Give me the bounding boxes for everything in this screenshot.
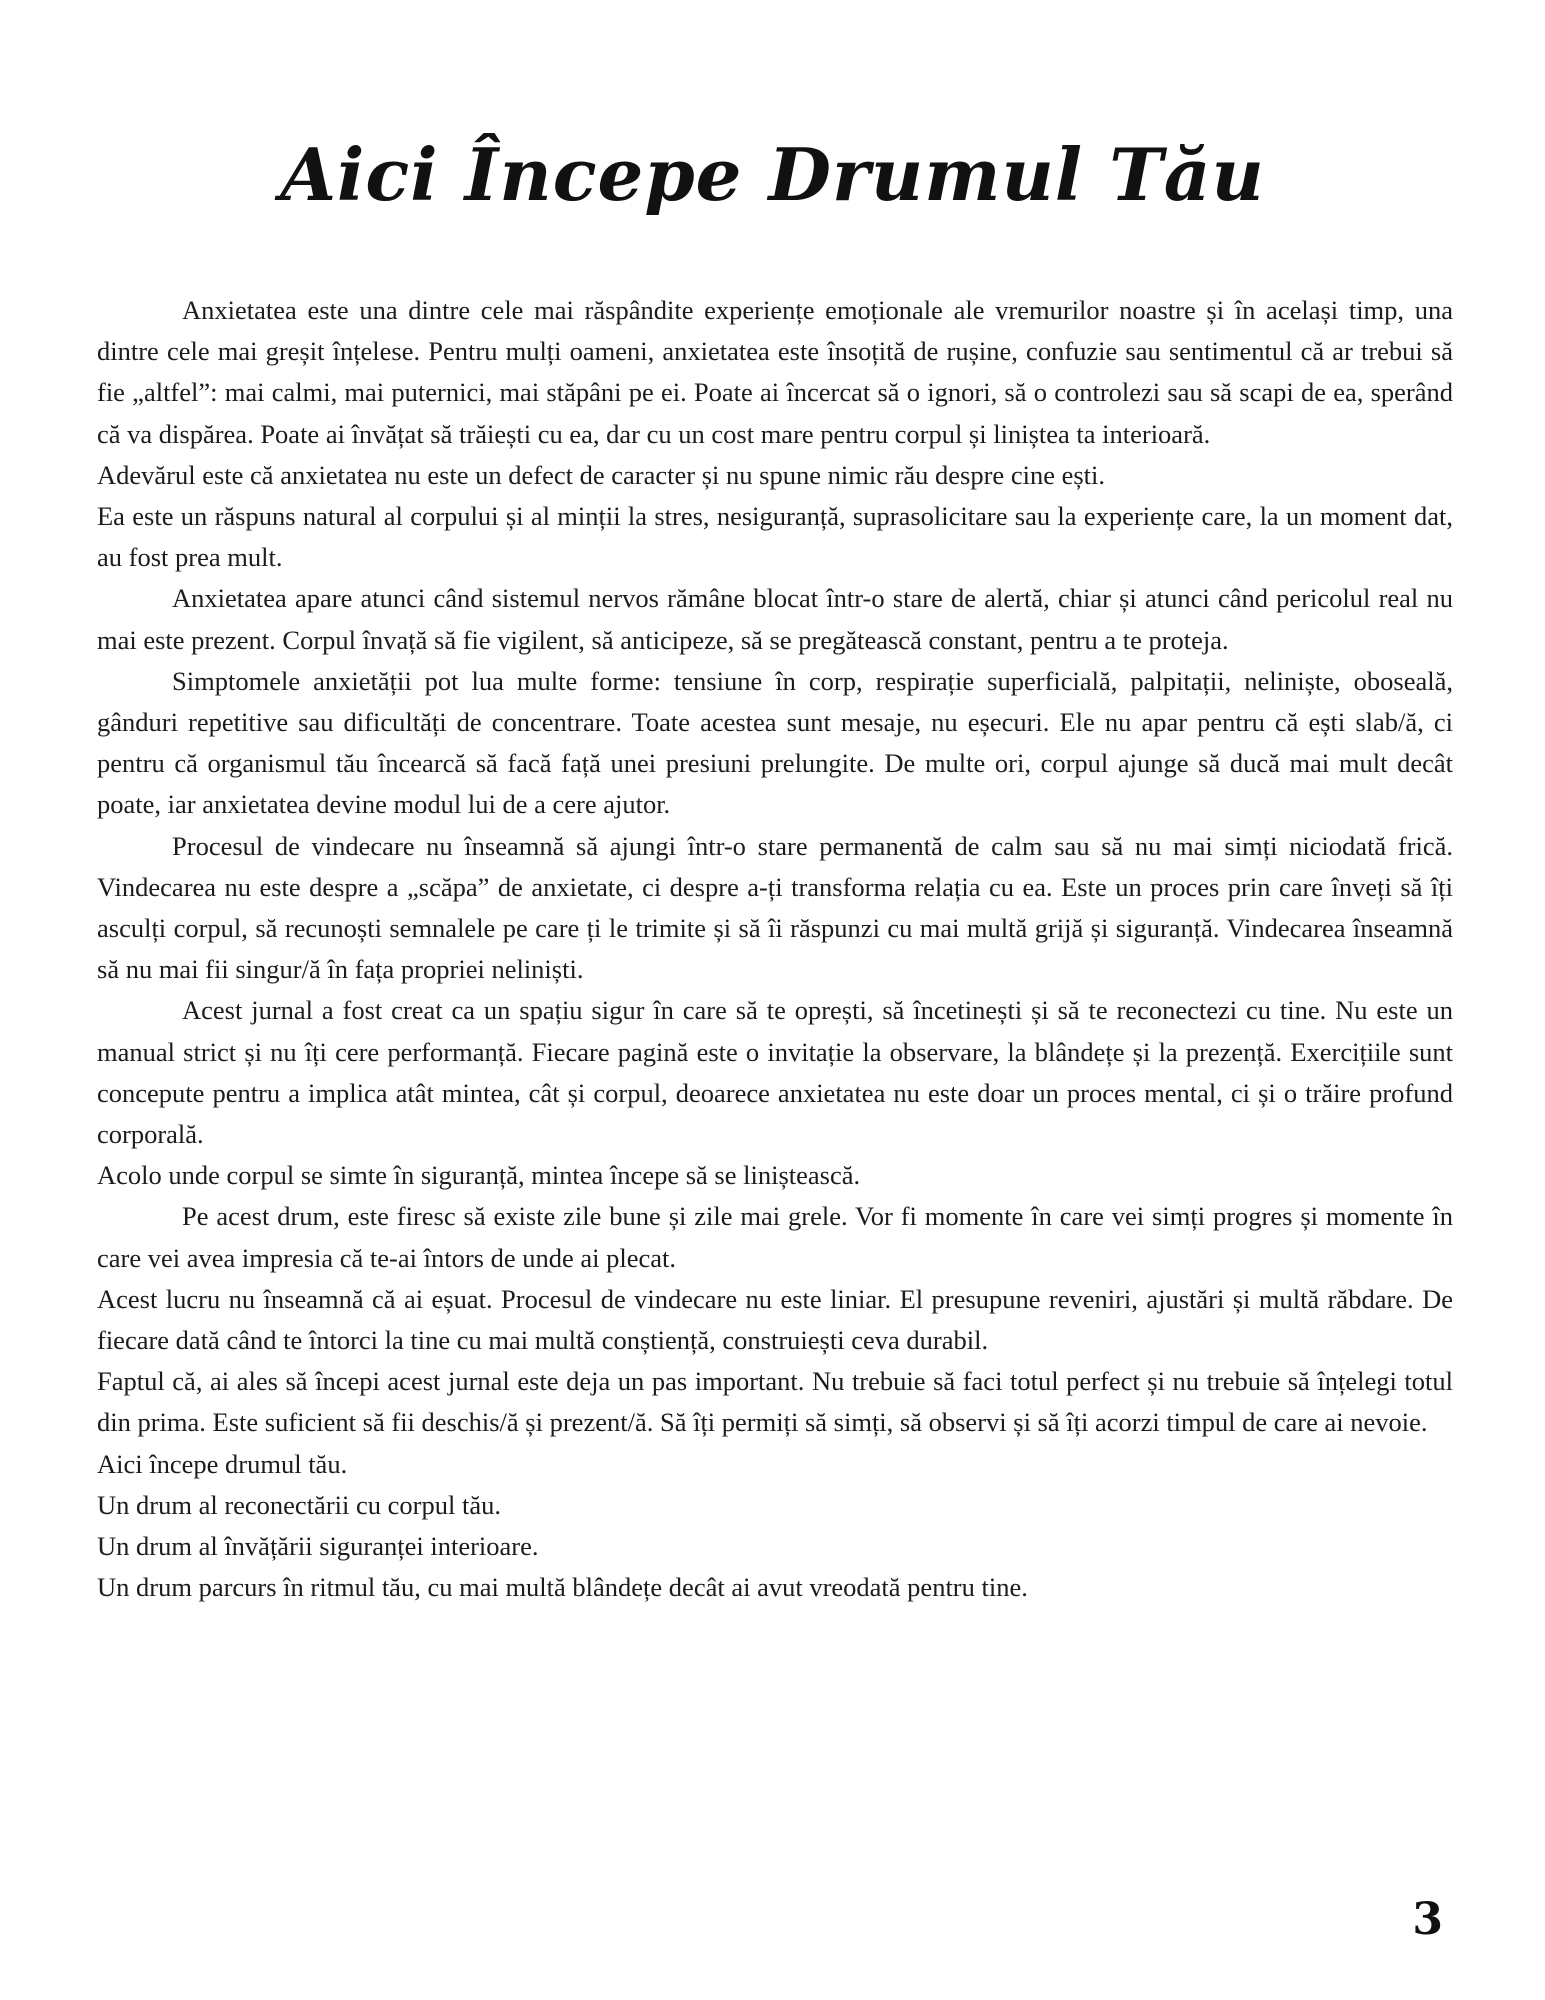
paragraph: Faptul că, ai ales să începi acest jurnal este deja un pas important. Nu trebuie să faci totul perfect și nu trebuie să înțelegi totul din prima. Este suficient să fii deschis/ă și prezent/ă. Să îți permiți să simți, să observi și să îți acorzi timpul de care ai nevoie. [97,1366,1453,1438]
paragraph: Procesul de vindecare nu înseamnă să ajungi într-o stare permanentă de calm sau să nu mai simți niciodată frică. Vindecarea nu este despre a „scăpa” de anxietate, ci despre a-ți transforma relația cu ea. Este un proces prin care înveți să îți asculți corpul, să recunoști semnalele pe care ți le trimite și să îi răspunzi cu mai multă grijă și siguranță. Vindecarea înseamnă să nu mai fii singur/ă în fața propriei neliniști. [97,830,1453,985]
paragraph: Acest jurnal a fost creat ca un spațiu sigur în care să te oprești, să încetinești și să te reconectezi cu tine. Nu este un manual strict și nu îți cere performanță. Fiecare pagină este o invitație la observare, la blândețe și la prezență. Exercițiile sunt concepute pentru a implica atât mintea, cât și corpul, deoarece anxietatea nu este doar un proces mental, ci și o trăire profund corporală. [97,995,1453,1150]
paragraph: Ea este un răspuns natural al corpului și al minții la stres, nesiguranță, suprasolicitare sau la experiențe care, la un moment dat, au fost prea mult. [97,501,1453,573]
paragraph: Acolo unde corpul se simte în siguranță, mintea începe să se liniștească. [97,1160,861,1191]
paragraph: Simptomele anxietății pot lua multe forme: tensiune în corp, respirație superficială, palpitații, neliniște, oboseală, gânduri repetitive sau dificultăți de concentrare. Toate acestea sunt mesaje, nu eșecuri. Ele nu apar pentru că ești slab/ă, ci pentru că organismul tău încearcă să facă față unei presiuni prelungite. De multe ori, corpul ajunge să ducă mai mult decât poate, iar anxietatea devine modul lui de a cere ajutor. [97,665,1453,820]
paragraph: Acest lucru nu înseamnă că ai eșuat. Procesul de vindecare nu este liniar. El presupune reveniri, ajustări și multă răbdare. De fiecare dată când te întorci la tine cu mai multă conștiență, construiești ceva durabil. [97,1283,1453,1356]
closing-line: Aici începe drumul tău. [97,1448,348,1479]
page-number: 3 [1412,1894,1443,1945]
paragraph: Pe acest drum, este firesc să existe zile bune și zile mai grele. Vor fi momente în care vei simți progres și momente în care vei avea impresia că te-ai întors de unde ai plecat. [97,1201,1453,1273]
closing-line: Un drum al învățării siguranței interioare. [97,1531,539,1562]
closing-line: Un drum parcurs în ritmul tău, cu mai multă blândețe decât ai avut vreodată pentru tine. [97,1572,1028,1603]
paragraph: Anxietatea este una dintre cele mai răspândite experiențe emoționale ale vremurilor noastre și în același timp, una dintre cele mai greșit înțelese. Pentru mulți oameni, anxietatea este însoțită de rușine, confuzie sau sentimentul că ar trebui să fie „altfel”: mai calmi, mai puternici, mai stăpâni pe ei. Poate ai încercat să o ignori, să o controlezi sau să scapi de ea, sperând că va dispărea. Poate ai învățat să trăiești cu ea, dar cu un cost mare pentru corpul și liniștea ta interioară. [97,295,1453,449]
paragraph: Adevărul este că anxietatea nu este un defect de caracter și nu spune nimic rău despre cine ești. [97,459,1106,490]
paragraph: Anxietatea apare atunci când sistemul nervos rămâne blocat într-o stare de alertă, chiar și atunci când pericolul real nu mai este prezent. Corpul învață să fie vigilent, să anticipeze, să se pregătească constant, pentru a te proteja. [97,583,1453,655]
body-text [97,290,1453,1609]
closing-line: Un drum al reconectării cu corpul tău. [97,1489,501,1520]
page-title: Aici Începe Drumul Tău [280,132,1265,217]
